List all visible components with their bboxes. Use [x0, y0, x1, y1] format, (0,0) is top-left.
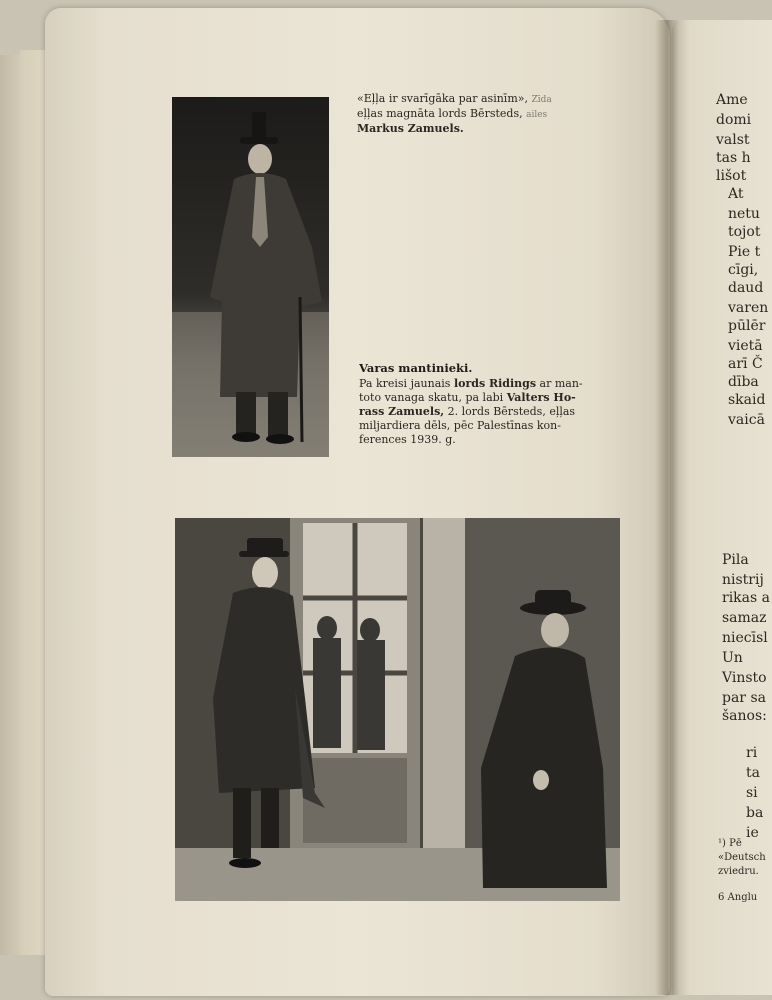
right-page-line: valst: [716, 132, 750, 148]
caption-line-3b: 2. lords Bērsteds, eļļas: [444, 405, 576, 418]
right-page-line: si: [746, 785, 758, 801]
right-page-line: At: [728, 186, 744, 202]
right-page-line: zviedru.: [718, 866, 759, 877]
right-page-line: Vinsto: [722, 670, 767, 686]
right-page-line: skaid: [728, 392, 766, 408]
top-caption-line-1: «Eļļa ir svarīgāka par asinīm»,: [357, 92, 528, 105]
caption-line-4: miljardiera dēls, pēc Palestīnas kon-: [359, 419, 561, 432]
right-page-line: ri: [746, 745, 758, 761]
right-page-line: nistrij: [722, 572, 764, 588]
caption-line-2b: Valters Ho-: [506, 391, 576, 404]
caption-line-5: ferences 1939. g.: [359, 433, 456, 446]
right-page-line: samaz: [722, 610, 767, 626]
right-page-line: daud: [728, 280, 764, 296]
right-page-line: ba: [746, 805, 764, 821]
right-page-line: pūlēr: [728, 318, 766, 334]
right-page-line: cīgi,: [728, 262, 759, 278]
top-caption-margin-1: Zīda: [531, 95, 552, 105]
right-page-line: arī Č: [728, 356, 763, 372]
right-page-line: lišot: [716, 168, 747, 184]
right-page-line: Ame: [716, 92, 748, 108]
right-page-line: dība: [728, 374, 759, 390]
book-gutter-shadow: [655, 20, 679, 995]
right-page-line: rikas a: [722, 590, 770, 606]
right-page-line: 6 Anglu: [718, 892, 758, 903]
right-page-line: netu: [728, 206, 760, 222]
photo-lord-bersteds: [175, 518, 620, 901]
top-caption-line-2: eļļas magnāta lords Bērsteds,: [357, 107, 523, 120]
caption-line-2a: toto vanaga skatu, pa labi: [359, 391, 507, 404]
caption-line-1c: ar man-: [536, 377, 583, 390]
right-page-line: Un: [722, 650, 743, 666]
right-page-line: vaicā: [728, 412, 765, 428]
caption-line-1b: lords Ridings: [453, 377, 537, 390]
right-page-line: ie: [746, 825, 759, 841]
top-quote-caption: [357, 92, 627, 136]
right-page-line: «Deutsch: [718, 852, 766, 863]
top-caption-margin-2: ailes: [526, 110, 548, 120]
right-page-line: ¹) Pē: [718, 838, 742, 849]
caption-heading: Varas mantinieki.: [359, 361, 473, 375]
right-page-line: varen: [728, 300, 769, 316]
photo-lord-bersteds-image: [175, 518, 620, 901]
right-page-line: Pie t: [728, 244, 761, 260]
top-caption-line-3: Markus Zamuels.: [357, 122, 464, 135]
caption-line-1a: Pa kreisi jaunais: [359, 377, 454, 390]
right-page-line: ta: [746, 765, 760, 781]
right-page-line: tojot: [728, 224, 761, 240]
right-page-line: Pila: [722, 552, 749, 568]
right-page-line: domi: [716, 112, 752, 128]
photo-lord-ridings-image: [172, 97, 329, 457]
right-page-line: tas h: [716, 150, 751, 166]
right-page-line: par sa: [722, 690, 766, 706]
right-page-line: niecīsl: [722, 630, 768, 646]
caption-line-3a: rass Zamuels,: [359, 405, 445, 418]
photo-lord-ridings: [172, 97, 329, 457]
photo-caption-body: [359, 377, 627, 447]
right-page-line: šanos:: [722, 708, 767, 724]
right-page-line: vietā: [728, 338, 763, 354]
